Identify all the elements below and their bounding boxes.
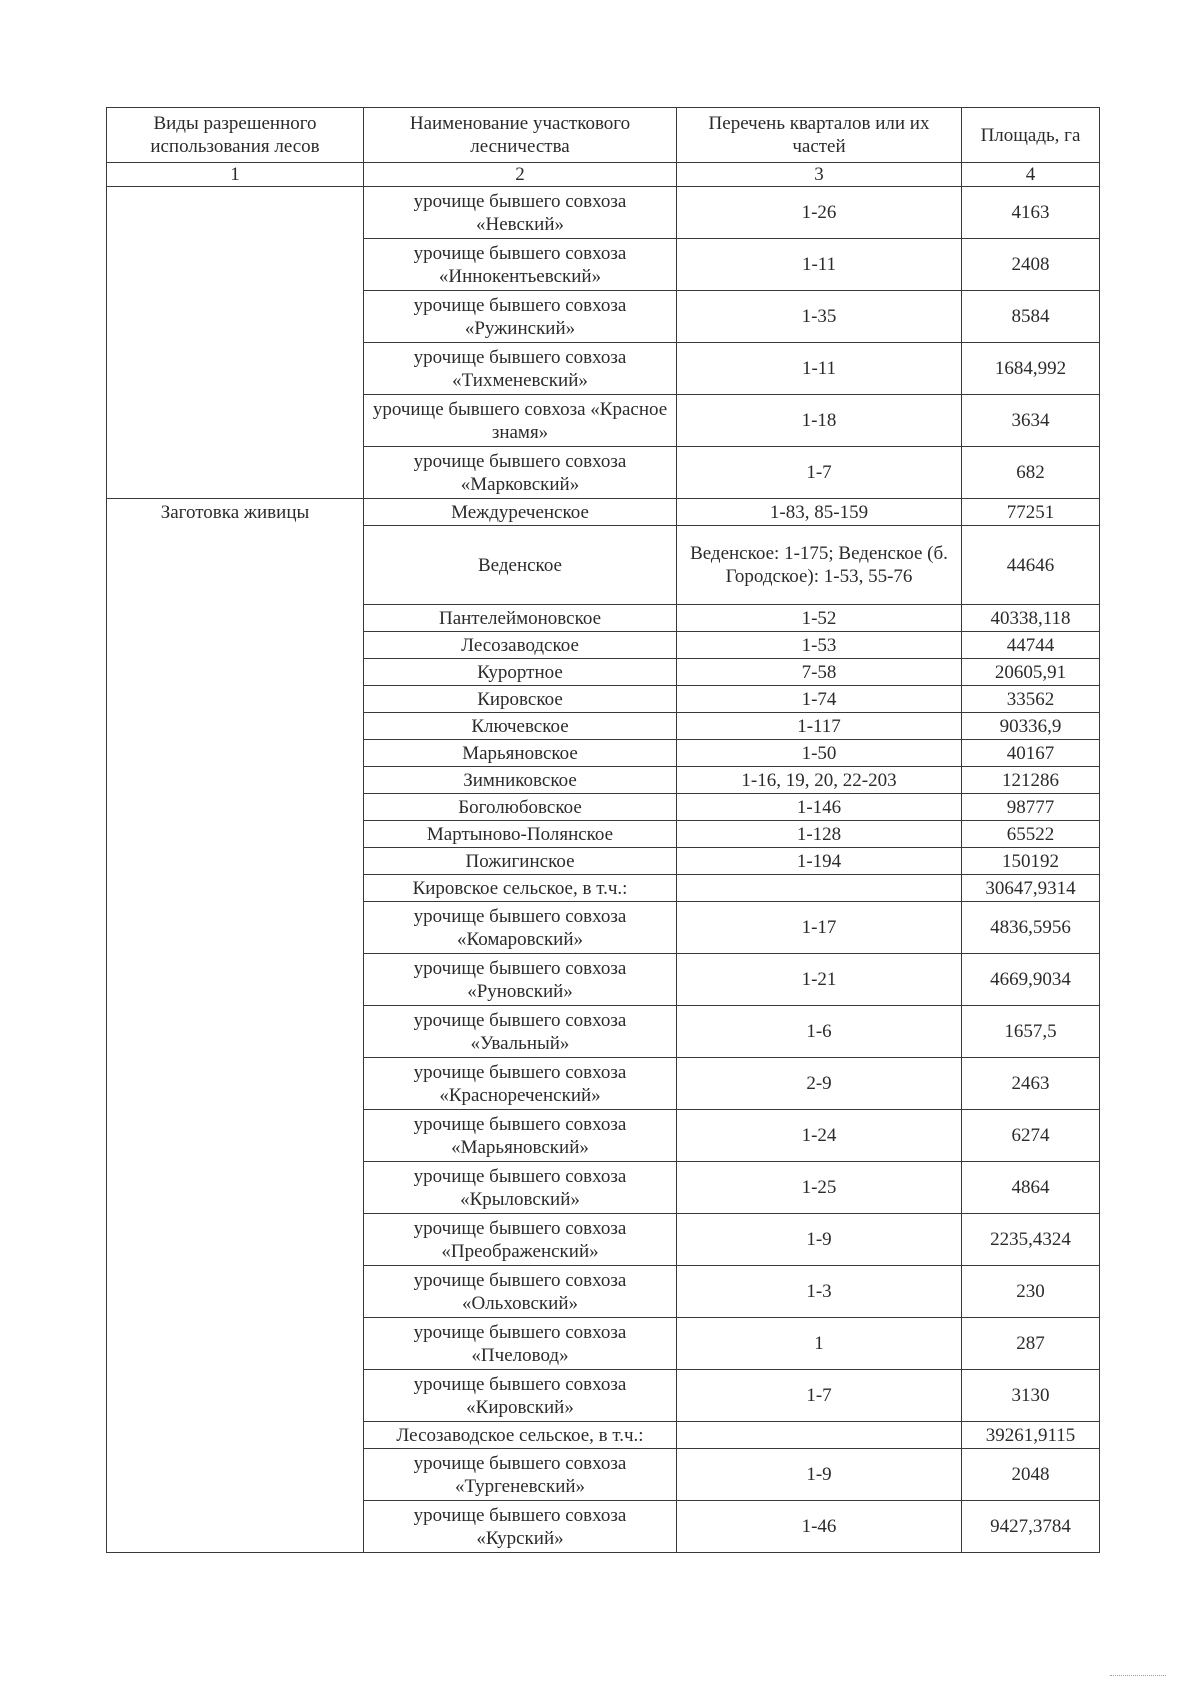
column-number: 2 bbox=[364, 163, 677, 187]
area-cell: 4836,5956 bbox=[962, 902, 1100, 954]
forestry-name-cell: урочище бывшего совхоза «Преображенский» bbox=[364, 1214, 677, 1266]
forestry-name-cell: Мартыново-Полянское bbox=[364, 821, 677, 848]
area-cell: 2235,4324 bbox=[962, 1214, 1100, 1266]
column-number: 1 bbox=[107, 163, 364, 187]
quarters-cell: 1-18 bbox=[677, 395, 962, 447]
quarters-cell: 1-74 bbox=[677, 686, 962, 713]
area-cell: 44744 bbox=[962, 632, 1100, 659]
empty-category-cell bbox=[107, 187, 364, 499]
forest-use-table bbox=[106, 107, 1100, 1553]
forestry-name-cell: урочище бывшего совхоза «Тихменевский» bbox=[364, 343, 677, 395]
forestry-name-cell: урочище бывшего совхоза «Ружинский» bbox=[364, 291, 677, 343]
forestry-name-cell: Марьяновское bbox=[364, 740, 677, 767]
forestry-name-cell: Пантелеймоновское bbox=[364, 605, 677, 632]
quarters-cell: 1-50 bbox=[677, 740, 962, 767]
column-number: 3 bbox=[677, 163, 962, 187]
area-cell: 40167 bbox=[962, 740, 1100, 767]
area-cell: 287 bbox=[962, 1318, 1100, 1370]
area-cell: 121286 bbox=[962, 767, 1100, 794]
quarters-cell: 7-58 bbox=[677, 659, 962, 686]
area-cell: 33562 bbox=[962, 686, 1100, 713]
quarters-cell: 1-52 bbox=[677, 605, 962, 632]
quarters-cell: 1-11 bbox=[677, 239, 962, 291]
quarters-cell: 1-24 bbox=[677, 1110, 962, 1162]
forestry-name-cell: урочище бывшего совхоза «Крыловский» bbox=[364, 1162, 677, 1214]
forestry-name-cell: урочище бывшего совхоза «Комаровский» bbox=[364, 902, 677, 954]
area-cell: 44646 bbox=[962, 526, 1100, 605]
area-cell: 2408 bbox=[962, 239, 1100, 291]
quarters-cell: 1-9 bbox=[677, 1214, 962, 1266]
forestry-name-cell: Курортное bbox=[364, 659, 677, 686]
quarters-cell: 1-46 bbox=[677, 1501, 962, 1553]
area-cell: 4669,9034 bbox=[962, 954, 1100, 1006]
area-cell: 77251 bbox=[962, 499, 1100, 526]
forestry-name-cell: урочище бывшего совхоза «Краснореченский» bbox=[364, 1058, 677, 1110]
forestry-name-cell: урочище бывшего совхоза «Марьяновский» bbox=[364, 1110, 677, 1162]
quarters-cell: 1-35 bbox=[677, 291, 962, 343]
quarters-cell: 1-6 bbox=[677, 1006, 962, 1058]
forestry-name-cell: урочище бывшего совхоза «Тургеневский» bbox=[364, 1449, 677, 1501]
forestry-name-cell: урочище бывшего совхоза «Красное знамя» bbox=[364, 395, 677, 447]
quarters-cell: 2-9 bbox=[677, 1058, 962, 1110]
quarters-cell: 1-117 bbox=[677, 713, 962, 740]
area-cell: 3130 bbox=[962, 1370, 1100, 1422]
column-number: 4 bbox=[962, 163, 1100, 187]
forestry-name-cell: урочище бывшего совхоза «Увальный» bbox=[364, 1006, 677, 1058]
area-cell: 20605,91 bbox=[962, 659, 1100, 686]
quarters-cell bbox=[677, 1422, 962, 1449]
quarters-cell: 1-146 bbox=[677, 794, 962, 821]
quarters-cell: 1-16, 19, 20, 22-203 bbox=[677, 767, 962, 794]
forestry-name-cell: урочище бывшего совхоза «Пчеловод» bbox=[364, 1318, 677, 1370]
forestry-name-cell: Ключевское bbox=[364, 713, 677, 740]
forestry-name-cell: Веденское bbox=[364, 526, 677, 605]
forestry-name-cell: Междуреченское bbox=[364, 499, 677, 526]
quarters-cell: 1-7 bbox=[677, 1370, 962, 1422]
quarters-cell: Веденское: 1-175; Веденское (б. Городское): 1-53, 55-76 bbox=[677, 526, 962, 605]
area-cell: 98777 bbox=[962, 794, 1100, 821]
area-cell: 2048 bbox=[962, 1449, 1100, 1501]
area-cell: 2463 bbox=[962, 1058, 1100, 1110]
area-cell: 682 bbox=[962, 447, 1100, 499]
header-forestry-name: Наименование участкового лесничества bbox=[364, 108, 677, 163]
document-page bbox=[106, 107, 1099, 1553]
header-area: Площадь, га bbox=[962, 108, 1100, 163]
quarters-cell: 1-17 bbox=[677, 902, 962, 954]
forestry-name-cell: Лесозаводское bbox=[364, 632, 677, 659]
use-type-cell: Заготовка живицы bbox=[107, 499, 364, 1553]
quarters-cell: 1-11 bbox=[677, 343, 962, 395]
forestry-name-cell: Кировское сельское, в т.ч.: bbox=[364, 875, 677, 902]
area-cell: 39261,9115 bbox=[962, 1422, 1100, 1449]
area-cell: 65522 bbox=[962, 821, 1100, 848]
quarters-cell bbox=[677, 875, 962, 902]
area-cell: 1684,992 bbox=[962, 343, 1100, 395]
forestry-name-cell: Боголюбовское bbox=[364, 794, 677, 821]
area-cell: 150192 bbox=[962, 848, 1100, 875]
table-header bbox=[107, 108, 1100, 187]
forestry-name-cell: Зимниковское bbox=[364, 767, 677, 794]
quarters-cell: 1-128 bbox=[677, 821, 962, 848]
area-cell: 90336,9 bbox=[962, 713, 1100, 740]
forestry-name-cell: Кировское bbox=[364, 686, 677, 713]
area-cell: 3634 bbox=[962, 395, 1100, 447]
forestry-name-cell: урочище бывшего совхоза «Невский» bbox=[364, 187, 677, 239]
quarters-cell: 1-53 bbox=[677, 632, 962, 659]
table-row bbox=[107, 499, 1100, 526]
area-cell: 9427,3784 bbox=[962, 1501, 1100, 1553]
quarters-cell: 1 bbox=[677, 1318, 962, 1370]
quarters-cell: 1-83, 85-159 bbox=[677, 499, 962, 526]
forestry-name-cell: урочище бывшего совхоза «Кировский» bbox=[364, 1370, 677, 1422]
forestry-name-cell: урочище бывшего совхоза «Марковский» bbox=[364, 447, 677, 499]
area-cell: 8584 bbox=[962, 291, 1100, 343]
forestry-name-cell: урочище бывшего совхоза «Ольховский» bbox=[364, 1266, 677, 1318]
quarters-cell: 1-26 bbox=[677, 187, 962, 239]
area-cell: 4864 bbox=[962, 1162, 1100, 1214]
table-body bbox=[107, 187, 1100, 1553]
forestry-name-cell: Лесозаводское сельское, в т.ч.: bbox=[364, 1422, 677, 1449]
forestry-name-cell: Пожигинское bbox=[364, 848, 677, 875]
area-cell: 1657,5 bbox=[962, 1006, 1100, 1058]
quarters-cell: 1-3 bbox=[677, 1266, 962, 1318]
quarters-cell: 1-21 bbox=[677, 954, 962, 1006]
area-cell: 230 bbox=[962, 1266, 1100, 1318]
quarters-cell: 1-7 bbox=[677, 447, 962, 499]
quarters-cell: 1-194 bbox=[677, 848, 962, 875]
quarters-cell: 1-9 bbox=[677, 1449, 962, 1501]
forestry-name-cell: урочище бывшего совхоза «Руновский» bbox=[364, 954, 677, 1006]
area-cell: 6274 bbox=[962, 1110, 1100, 1162]
forestry-name-cell: урочище бывшего совхоза «Иннокентьевский» bbox=[364, 239, 677, 291]
area-cell: 40338,118 bbox=[962, 605, 1100, 632]
forestry-name-cell: урочище бывшего совхоза «Курский» bbox=[364, 1501, 677, 1553]
area-cell: 4163 bbox=[962, 187, 1100, 239]
quarters-cell: 1-25 bbox=[677, 1162, 962, 1214]
header-quarters: Перечень кварталов или их частей bbox=[677, 108, 962, 163]
header-use-type: Виды разрешенного использования лесов bbox=[107, 108, 364, 163]
scan-mark bbox=[1110, 1675, 1166, 1676]
table-row bbox=[107, 187, 1100, 239]
area-cell: 30647,9314 bbox=[962, 875, 1100, 902]
